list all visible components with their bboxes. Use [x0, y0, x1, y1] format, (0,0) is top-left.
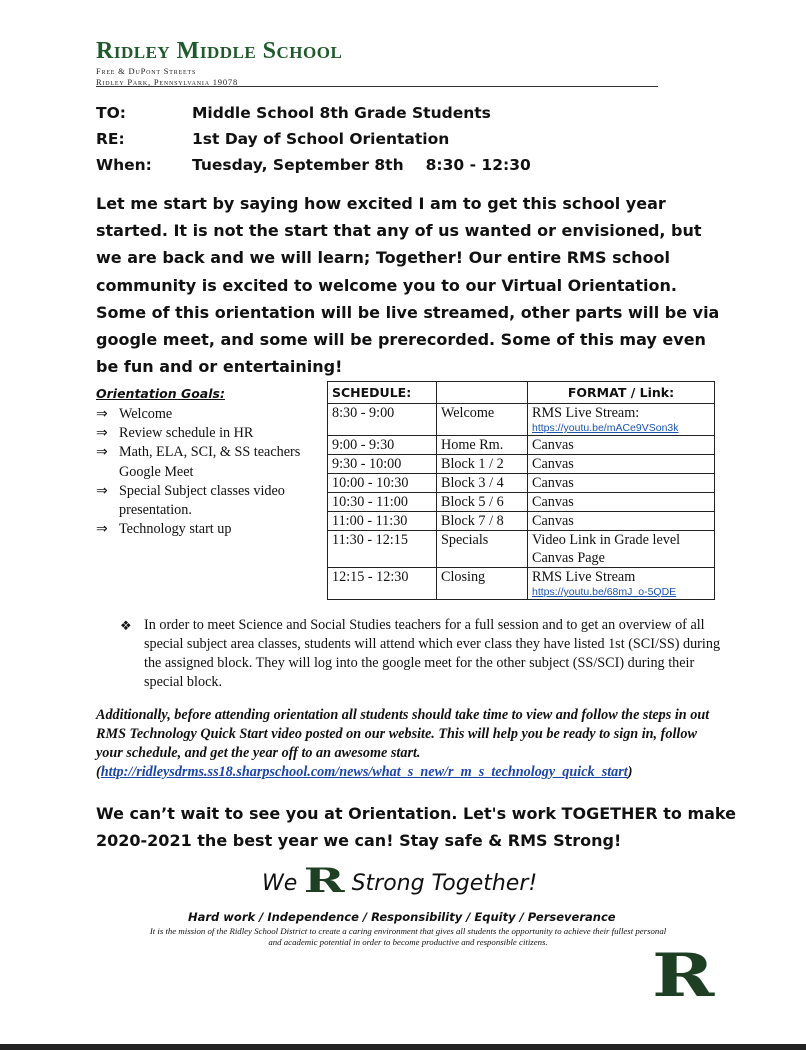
table-row: [328, 404, 715, 436]
table-row: [328, 474, 715, 493]
link-open-paren: (: [96, 764, 101, 780]
livestream-link[interactable]: https://youtu.be/mACe9VSon3k: [532, 422, 679, 434]
cell-time: 9:00 - 9:30: [328, 436, 437, 455]
memo-to: [96, 104, 491, 122]
cell-format: [528, 568, 715, 600]
cell-time: 11:30 - 12:15: [328, 531, 437, 568]
table-row: [328, 531, 715, 568]
closing-paragraph: We can’t wait to see you at Orientation. Let's work TOGETHER to make 2020-2021 the best year we can! Stay safe & RMS Strong!: [96, 804, 736, 850]
ridley-r-logo-icon: R: [303, 861, 345, 901]
memo-to-label: TO:: [96, 104, 126, 122]
core-values: Hard work / Independence / Responsibility / Equity / Perseverance: [188, 910, 616, 924]
cell-format: Canvas: [528, 512, 715, 531]
goal-item: [96, 424, 318, 443]
bottom-edge-bar: [0, 1044, 806, 1050]
closing-stream-link[interactable]: https://youtu.be/68mJ_o-5QDE: [532, 586, 677, 598]
memo-to-value: Middle School 8th Grade Students: [192, 104, 491, 122]
additional-paragraph: [96, 706, 716, 782]
cell-time: 9:30 - 10:00: [328, 455, 437, 474]
goal-text: Welcome: [119, 406, 173, 422]
goal-item: [96, 520, 318, 539]
memo-when-time: 8:30 - 12:30: [425, 156, 531, 174]
table-row: [328, 436, 715, 455]
arrow-icon: ⇒: [96, 444, 108, 461]
memo-re-label: RE:: [96, 130, 125, 148]
cell-activity: Welcome: [437, 404, 528, 436]
memo-re-value: 1st Day of School Orientation: [192, 130, 450, 148]
cell-time: 11:00 - 11:30: [328, 512, 437, 531]
intro-paragraph: Let me start by saying how excited I am to get this school year started. It is not the start that any of us wanted or envisioned, but we are back and we will learn; Together! Our entire RMS school community is excited to welcome you to our Virtual Orientation. Some of this orientation will be live streamed, other parts will be via google meet, and some will be prerecorded. Some of this may even be fun and or entertaining!: [96, 194, 720, 377]
cell-time: 10:30 - 11:00: [328, 493, 437, 512]
schedule-header-row: [328, 382, 715, 404]
link-close-paren: ): [627, 764, 633, 780]
cell-activity: Block 5 / 6: [437, 493, 528, 512]
cell-format: Canvas: [528, 455, 715, 474]
cell-activity: Block 3 / 4: [437, 474, 528, 493]
schedule-table: [327, 381, 715, 600]
goal-item: [96, 443, 318, 481]
goal-item: [96, 482, 318, 520]
goal-text: Special Subject classes video presentation.: [119, 482, 285, 519]
arrow-icon: ⇒: [96, 521, 108, 538]
mission-statement: It is the mission of the Ridley School District to create a caring environment that gives all students the opportunity to achieve their fullest personal and academic potential in order to become productive and responsible citizens.: [149, 926, 667, 947]
cell-time: 12:15 - 12:30: [328, 568, 437, 600]
cell-activity: Block 7 / 8: [437, 512, 528, 531]
memo-when: [96, 156, 531, 174]
table-row: [328, 568, 715, 600]
diamond-bullet-icon: ❖: [120, 618, 132, 633]
goal-text: Math, ELA, SCI, & SS teachers Google Meet: [119, 444, 301, 480]
quick-start-link[interactable]: http://ridleysdrms.ss18.sharpschool.com/news/what_s_new/r_m_s_technology_quick_start: [100, 764, 628, 780]
memo-when-label: When:: [96, 156, 152, 174]
memo-re: [96, 130, 449, 148]
format-text: RMS Live Stream: [532, 569, 636, 585]
letterhead-divider: [96, 86, 658, 87]
additional-text: Additionally, before attending orientation all students should take time to view and follow the steps in out RMS Technology Quick Start video posted on our website. This will help you be ready to sign in, follow your schedule, and get the year off to an awesome start.: [96, 707, 710, 761]
goal-item: [96, 405, 318, 424]
motto: [262, 861, 538, 901]
format-text: RMS Live Stream:: [532, 405, 640, 421]
header-activity: [437, 382, 528, 404]
cell-activity: Closing: [437, 568, 528, 600]
address-line-1: Free & DuPont Streets: [96, 66, 197, 76]
memo-when-value: Tuesday, September 8th: [192, 156, 404, 174]
cell-format: [528, 404, 715, 436]
arrow-icon: ⇒: [96, 406, 108, 422]
cell-time: 10:00 - 10:30: [328, 474, 437, 493]
cell-activity: Home Rm.: [437, 436, 528, 455]
arrow-icon: ⇒: [96, 482, 108, 499]
table-row: [328, 493, 715, 512]
cell-activity: Block 1 / 2: [437, 455, 528, 474]
ridley-r-large-logo-icon: R: [652, 941, 715, 1011]
cell-format: Canvas: [528, 436, 715, 455]
header-format: FORMAT / Link:: [528, 382, 715, 404]
table-row: [328, 455, 715, 474]
cell-format: Canvas: [528, 493, 715, 512]
arrow-icon: ⇒: [96, 425, 108, 442]
motto-rest: Strong Together!: [351, 871, 538, 896]
motto-we: We: [262, 871, 298, 896]
goals-title: Orientation Goals:: [96, 386, 225, 401]
cell-format: Canvas: [528, 474, 715, 493]
goal-text: Review schedule in HR: [119, 425, 254, 442]
cell-time: 8:30 - 9:00: [328, 404, 437, 436]
cell-format: Video Link in Grade level Canvas Page: [528, 531, 715, 568]
goals-list: [96, 405, 318, 539]
goal-text: Technology start up: [119, 521, 232, 538]
table-row: [328, 512, 715, 531]
science-ss-note: [120, 616, 724, 692]
cell-activity: Specials: [437, 531, 528, 568]
header-schedule: SCHEDULE:: [328, 382, 437, 404]
address-line-2: Ridley Park, Pennsylvania 19078: [96, 77, 239, 87]
school-name: Ridley Middle School: [96, 38, 343, 64]
note-text: In order to meet Science and Social Studies teachers for a full session and to get an overview of all special subject area classes, students will attend which ever class they have listed 1st (SCI/SS) during the assigned block. They will log into the google meet for the other subject (SS/SCI) during their special block.: [144, 617, 721, 690]
